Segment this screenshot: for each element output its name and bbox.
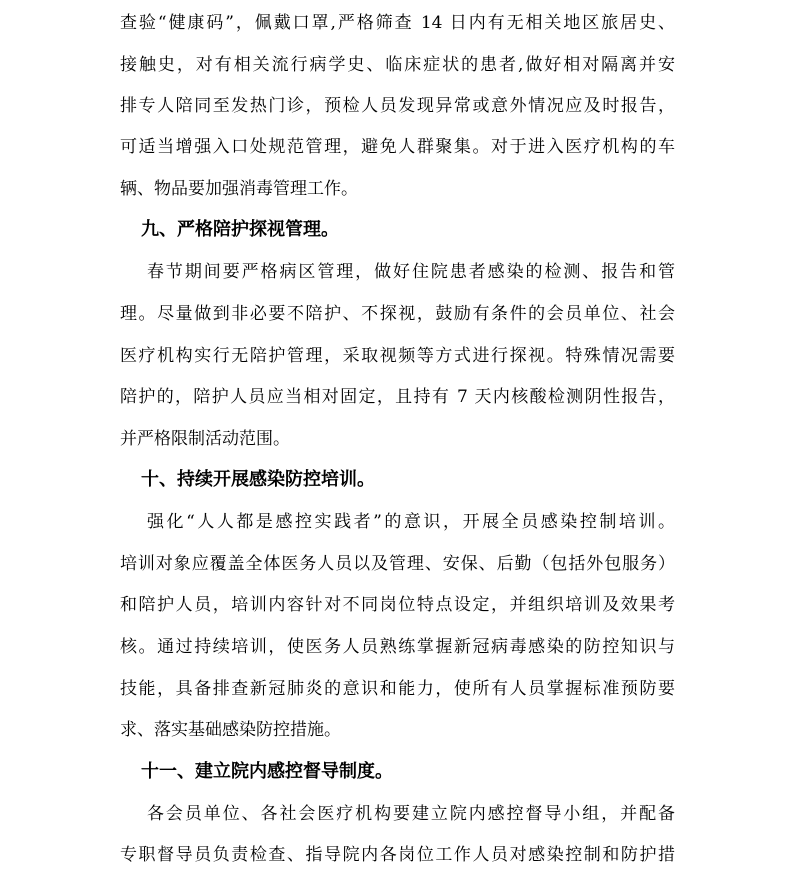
section-heading-10: 十、持续开展感染防控培训。 (141, 469, 375, 490)
paragraph-line: 并严格限制活动范围。 (120, 429, 290, 449)
paragraph-line: 查验“健康码”，佩戴口罩,严格筛查 14 日内有无相关地区旅居史、 (120, 13, 675, 33)
section-heading-9: 九、严格陪护探视管理。 (141, 219, 339, 240)
paragraph-line: 理。尽量做到非必要不陪护、不探视，鼓励有条件的会员单位、社会 (120, 304, 675, 324)
paragraph-line: 排专人陪同至发热门诊，预检人员发现异常或意外情况应及时报告， (120, 96, 675, 116)
paragraph-line: 各会员单位、各社会医疗机构要建立院内感控督导小组，并配备 (147, 804, 675, 824)
paragraph-line: 求、落实基础感染防控措施。 (120, 720, 341, 740)
paragraph-line: 春节期间要严格病区管理，做好住院患者感染的检测、报告和管 (147, 262, 675, 282)
paragraph-line: 培训对象应覆盖全体医务人员以及管理、安保、后勤（包括外包服务） (120, 554, 675, 574)
paragraph-line: 核。通过持续培训，使医务人员熟练掌握新冠病毒感染的防控知识与 (120, 637, 675, 657)
paragraph-line: 技能，具备排查新冠肺炎的意识和能力，使所有人员掌握标准预防要 (120, 679, 675, 699)
paragraph-line: 可适当增强入口处规范管理，避免人群聚集。对于进入医疗机构的车 (120, 137, 675, 157)
section-heading-11: 十一、建立院内感控督导制度。 (141, 761, 393, 782)
paragraph-line: 医疗机构实行无陪护管理，采取视频等方式进行探视。特殊情况需要 (120, 346, 675, 366)
paragraph-line: 和陪护人员，培训内容针对不同岗位特点设定，并组织培训及效果考 (120, 595, 675, 615)
paragraph-line: 专职督导员负责检查、指导院内各岗位工作人员对感染控制和防护措 (120, 845, 675, 865)
paragraph-line: 辆、物品要加强消毒管理工作。 (120, 179, 358, 199)
paragraph-line: 陪护的，陪护人员应当相对固定，且持有 7 天内核酸检测阴性报告， (120, 387, 675, 407)
paragraph-line: 强化“人人都是感控实践者”的意识，开展全员感染控制培训。 (147, 512, 675, 532)
paragraph-line: 接触史，对有相关流行病学史、临床症状的患者,做好相对隔离并安 (120, 55, 675, 75)
